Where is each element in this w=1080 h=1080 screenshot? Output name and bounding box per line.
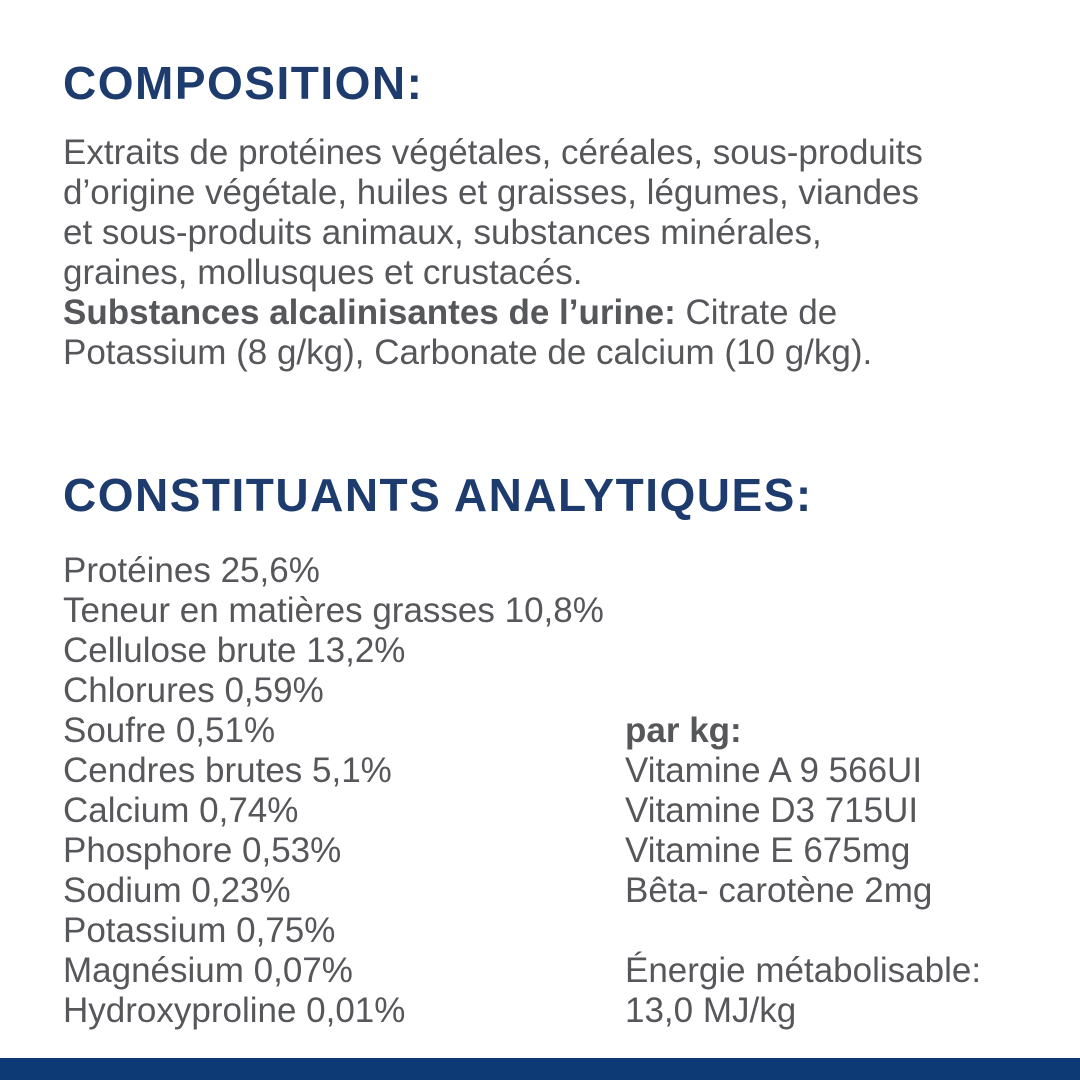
analytical-item-sodium: Sodium 0,23% [63,871,291,910]
composition-line-2: d’origine végétale, huiles et graisses, légumes, viandes [63,173,920,212]
composition-line-alkalinizing [63,293,923,333]
metabolizable-energy-value: 13,0 MJ/kg [625,991,797,1030]
per-kg-heading: par kg: [625,711,742,750]
analytical-item-magnesium: Magnésium 0,07% [63,951,353,990]
per-kg-block [625,711,981,1031]
per-kg-item-beta-carotene: Bêta- carotène 2mg [625,871,933,910]
analytical-item-proteins: Protéines 25,6% [63,551,320,590]
analytical-item-sulphur: Soufre 0,51% [63,711,276,750]
analytical-item-potassium: Potassium 0,75% [63,911,336,950]
composition-line-3: et sous-produits animaux, substances minérales, [63,213,822,252]
footer-navy-bar [0,1058,1080,1080]
composition-line-1: Extraits de protéines végétales, céréales, sous-produits [63,133,923,172]
analytical-item-hydroxyproline: Hydroxyproline 0,01% [63,991,406,1030]
analytical-item-calcium: Calcium 0,74% [63,791,299,830]
analytical-constituents-heading: CONSTITUANTS ANALYTIQUES: [63,469,813,521]
analytical-item-chlorides: Chlorures 0,59% [63,671,324,710]
composition-line-6: Potassium (8 g/kg), Carbonate de calcium (10 g/kg). [63,333,873,372]
analytical-item-crude-fibre: Cellulose brute 13,2% [63,631,406,670]
per-kg-item-vitamin-e: Vitamine E 675mg [625,831,911,870]
analytical-constituents-list [63,551,604,1031]
per-kg-energy-gap [625,911,981,951]
per-kg-item-vitamin-d3: Vitamine D3 715UI [625,791,919,830]
analytical-item-crude-ash: Cendres brutes 5,1% [63,751,392,790]
composition-line-4: graines, mollusques et crustacés. [63,253,583,292]
analytical-item-fat-content: Teneur en matières grasses 10,8% [63,591,604,630]
composition-heading: COMPOSITION: [63,57,424,109]
metabolizable-energy-label: Énergie métabolisable: [625,951,982,990]
per-kg-item-vitamin-a: Vitamine A 9 566UI [625,751,923,790]
composition-paragraph [63,133,923,373]
alkalinizing-substances-rest: Citrate de [675,293,838,332]
alkalinizing-substances-label: Substances alcalinisantes de l’urine: [63,293,676,332]
analytical-item-phosphorus: Phosphore 0,53% [63,831,342,870]
